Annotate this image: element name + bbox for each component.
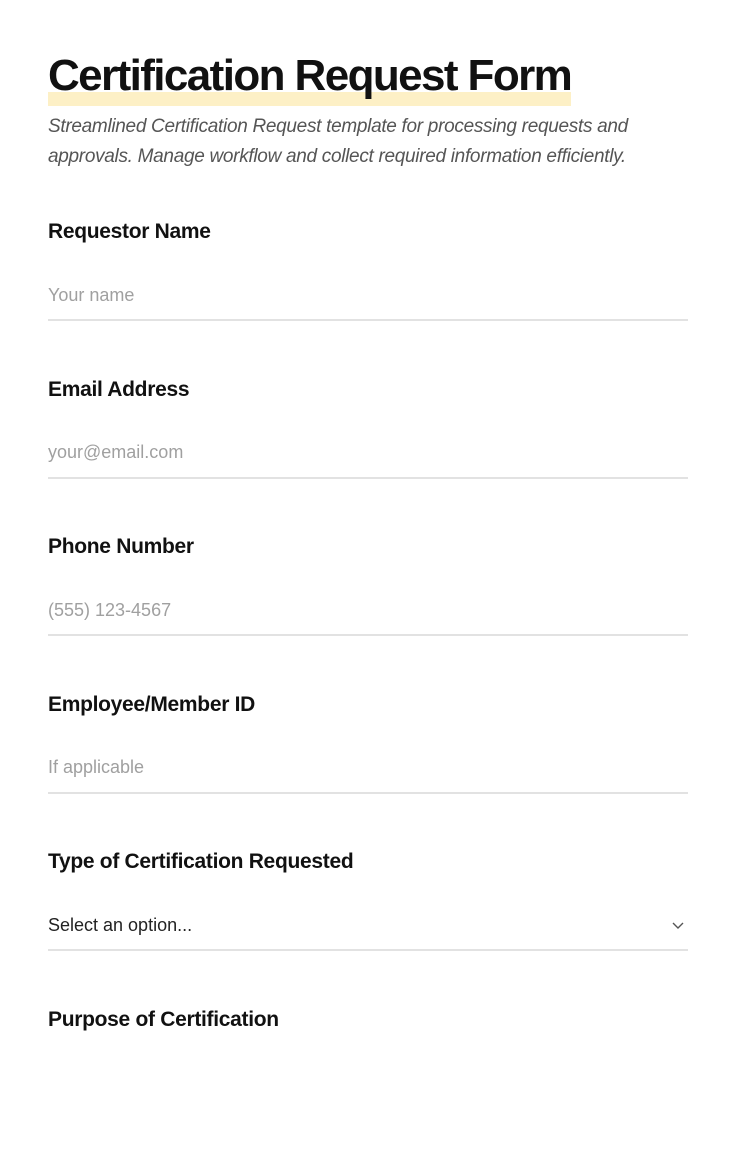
page-title: Certification Request Form <box>48 52 571 100</box>
email-input[interactable] <box>48 429 688 479</box>
select-value: Select an option... <box>48 915 192 936</box>
field-purpose <box>48 1006 688 1163</box>
employee-id-input[interactable] <box>48 744 688 794</box>
field-label: Requestor Name <box>48 218 688 246</box>
field-certification-type <box>48 848 688 1006</box>
page-subtitle: Streamlined Certification Request template for processing requests and approvals. Manage workflow and collect required information efficiently. <box>48 112 688 172</box>
phone-input[interactable] <box>48 586 688 636</box>
field-label: Purpose of Certification <box>48 1006 688 1034</box>
requestor-name-input[interactable] <box>48 271 688 321</box>
field-employee-id <box>48 691 688 849</box>
field-requestor-name <box>48 218 688 376</box>
field-label: Employee/Member ID <box>48 691 688 719</box>
chevron-down-icon <box>670 917 686 933</box>
certification-type-select[interactable] <box>48 901 688 951</box>
field-phone <box>48 533 688 691</box>
field-label: Email Address <box>48 376 688 404</box>
certification-form <box>48 218 688 1163</box>
field-email <box>48 376 688 534</box>
field-label: Type of Certification Requested <box>48 848 688 876</box>
field-label: Phone Number <box>48 533 688 561</box>
